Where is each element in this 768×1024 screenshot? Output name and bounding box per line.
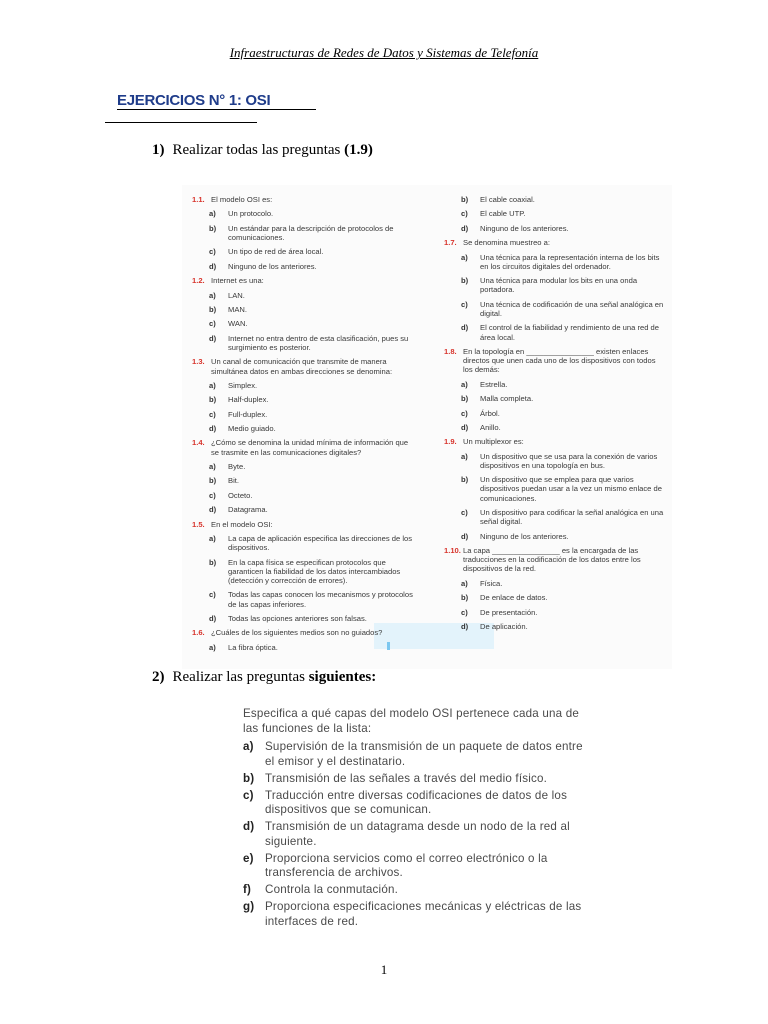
answer-option: [192, 305, 414, 314]
answer-option: [444, 593, 666, 602]
osi-function-text: Transmisión de las señales a través del medio físico.: [265, 771, 548, 785]
question-number: 1.3.: [192, 357, 205, 367]
answer-option: [192, 643, 414, 652]
osi-function-letter: a): [243, 740, 254, 753]
question-item: [192, 195, 414, 204]
question-item: [192, 628, 414, 637]
option-text: Simplex.: [228, 380, 258, 390]
answer-option: [444, 579, 666, 588]
answer-option: [444, 423, 666, 432]
answer-option: [444, 323, 666, 341]
scanned-questions-image: [182, 185, 672, 669]
answer-option: [192, 505, 414, 514]
answer-option: [192, 590, 414, 608]
answer-option: [192, 224, 414, 242]
option-letter: b): [209, 304, 217, 314]
answer-option: [444, 452, 666, 470]
scan-left-column: [192, 195, 414, 657]
option-text: Malla completa.: [480, 394, 534, 404]
option-letter: d): [209, 333, 217, 343]
option-text: La fibra óptica.: [228, 642, 278, 652]
option-letter: b): [461, 394, 469, 404]
question-number: 1.8.: [444, 346, 457, 356]
option-letter: d): [461, 622, 469, 632]
question-2-bold: siguientes:: [308, 669, 377, 685]
option-letter: c): [209, 590, 216, 600]
option-letter: d): [461, 223, 469, 233]
option-text: Ninguno de los anteriores.: [480, 531, 569, 541]
option-text: Medio guiado.: [228, 424, 276, 434]
question-number: 1.9.: [444, 437, 457, 447]
option-text: Todas las capas conocen los mecanismos y protocolos de las capas inferiores.: [228, 590, 413, 609]
answer-option: [192, 247, 414, 256]
question-number: 1.4.: [192, 438, 205, 448]
answer-option: [192, 491, 414, 500]
option-letter: a): [461, 451, 468, 461]
option-text: Octeto.: [228, 490, 253, 500]
option-letter: a): [209, 290, 216, 300]
option-letter: b): [209, 557, 217, 567]
option-letter: b): [461, 593, 469, 603]
title-underline: [105, 122, 257, 123]
question-2: [152, 669, 376, 686]
option-text: Ninguno de los anteriores.: [480, 223, 569, 233]
exercise-title: EJERCICIOS N° 1: OSI: [117, 92, 316, 110]
osi-function-item: [243, 852, 593, 881]
option-text: MAN.: [228, 304, 247, 314]
question-number: 1.10.: [444, 546, 461, 556]
answer-option: [192, 558, 414, 586]
scan-right-column: [444, 195, 666, 636]
option-letter: b): [209, 476, 217, 486]
option-letter: a): [461, 578, 468, 588]
option-letter: a): [209, 209, 216, 219]
option-letter: b): [209, 395, 217, 405]
option-text: El cable coaxial.: [480, 195, 535, 204]
answer-option: [192, 534, 414, 552]
osi-function-item: [243, 772, 593, 787]
osi-function-text: Proporciona servicios como el correo electrónico o la transferencia de archivos.: [265, 851, 548, 879]
osi-function-item: [243, 820, 593, 849]
option-text: El cable UTP.: [480, 209, 526, 219]
osi-functions-list: [243, 740, 593, 929]
option-text: Árbol.: [480, 408, 500, 418]
option-text: Internet no entra dentro de esta clasificación, pues su surgimiento es posterior.: [228, 333, 409, 352]
option-letter: b): [209, 223, 217, 233]
option-text: Estrella.: [480, 379, 508, 389]
answer-option: [444, 253, 666, 271]
option-letter: a): [209, 534, 216, 544]
option-text: El control de la fiabilidad y rendimiento de una red de área local.: [480, 323, 659, 342]
question-number: 1.7.: [444, 238, 457, 248]
option-letter: d): [209, 505, 217, 515]
answer-option: [192, 334, 414, 352]
answer-option: [192, 395, 414, 404]
option-text: Full-duplex.: [228, 409, 268, 419]
osi-function-item: [243, 740, 593, 769]
osi-function-letter: f): [243, 883, 252, 896]
option-text: Un dispositivo que se usa para la conexión de varios dispositivos en una topología en bus.: [480, 451, 658, 470]
question-text: ¿Cómo se denomina la unidad mínima de información que se trasmite en las comunicaciones digitales?: [211, 438, 409, 457]
option-text: Una técnica para modular los bits en una onda portadora.: [480, 276, 638, 295]
osi-function-text: Proporciona especificaciones mecánicas y eléctricas de las interfaces de red.: [265, 900, 582, 928]
question-1: [152, 142, 373, 159]
osi-function-letter: g): [243, 900, 255, 913]
option-text: Datagrama.: [228, 505, 268, 515]
answer-option: [444, 380, 666, 389]
option-text: Un estándar para la descripción de protocolos de comunicaciones.: [228, 223, 394, 242]
option-letter: c): [209, 409, 216, 419]
option-text: Una técnica de codificación de una señal analógica en digital.: [480, 299, 664, 318]
osi-function-item: [243, 789, 593, 818]
answer-option: [444, 508, 666, 526]
option-text: Byte.: [228, 462, 246, 472]
option-letter: b): [461, 195, 469, 204]
option-text: WAN.: [228, 319, 248, 329]
answer-option: [444, 608, 666, 617]
option-letter: c): [461, 299, 468, 309]
question-1-number: 1): [152, 142, 165, 158]
option-letter: c): [461, 607, 468, 617]
osi-function-letter: b): [243, 771, 255, 785]
question-number: 1.2.: [192, 276, 205, 286]
answer-option: [192, 381, 414, 390]
page-number: 1: [380, 962, 388, 977]
question-item: [192, 276, 414, 285]
question-text: La capa ________________ es la encargada de las traducciones en la codificación de los datos entre los dispositivos de la red.: [463, 546, 641, 574]
option-text: Todas las opciones anteriores son falsas.: [228, 614, 367, 623]
question-number: 1.1.: [192, 195, 205, 204]
option-text: Una técnica para la representación interna de los bits en los circuitos digitales del ordenador.: [480, 252, 660, 271]
answer-option: [444, 276, 666, 294]
option-text: Ninguno de los anteriores.: [228, 261, 317, 271]
option-letter: c): [209, 490, 216, 500]
option-letter: c): [461, 209, 468, 219]
option-letter: d): [209, 424, 217, 434]
question-text: En el modelo OSI:: [211, 519, 273, 529]
option-letter: c): [461, 408, 468, 418]
option-text: La capa de aplicación especifica las direcciones de los dispositivos.: [228, 534, 413, 553]
answer-option: [192, 476, 414, 485]
osi-function-letter: d): [243, 820, 255, 833]
option-letter: b): [461, 276, 469, 286]
question-text: Un multiplexor es:: [463, 437, 524, 447]
answer-option: [192, 262, 414, 271]
option-text: En la capa física se especifican protocolos que garanticen la fiabilidad de los datos intercambiados (detección y corrección de errores).: [228, 557, 401, 586]
option-letter: d): [461, 323, 469, 333]
option-text: Un protocolo.: [228, 209, 274, 219]
option-text: Anillo.: [480, 422, 501, 432]
answer-option: [444, 300, 666, 318]
answer-option: [192, 291, 414, 300]
question-1-text: Realizar todas las preguntas: [172, 142, 345, 158]
answer-option: [444, 622, 666, 631]
option-text: Un tipo de red de área local.: [228, 247, 324, 257]
option-text: Un dispositivo que se emplea para que varios dispositivos puedan usar a la vez un mismo enlace de comunicaciones.: [480, 475, 662, 503]
option-letter: a): [209, 380, 216, 390]
question-text: El modelo OSI es:: [211, 195, 273, 204]
option-text: De aplicación.: [480, 622, 528, 632]
answer-option: [192, 462, 414, 471]
answer-option: [192, 424, 414, 433]
question-2-text: Realizar las preguntas: [172, 669, 309, 685]
option-letter: d): [461, 531, 469, 541]
option-letter: d): [209, 261, 217, 271]
scanned-osi-functions-image: [243, 707, 593, 937]
question-item: [444, 546, 666, 574]
question-number: 1.6.: [192, 628, 205, 638]
question-item: [444, 347, 666, 375]
answer-option: [192, 614, 414, 623]
question-number: 1.5.: [192, 519, 205, 529]
option-text: De presentación.: [480, 607, 538, 617]
option-letter: c): [209, 319, 216, 329]
osi-function-text: Traducción entre diversas codificaciones de datos de los dispositivos que se comunican.: [265, 788, 568, 816]
answer-option: [444, 209, 666, 218]
option-letter: a): [209, 642, 216, 652]
answer-option: [444, 532, 666, 541]
question-item: [192, 357, 414, 375]
question-text: En la topología en ________________ existen enlaces directos que unen cada uno de los dispositivos con todos los demás:: [463, 346, 656, 375]
osi-function-text: Controla la conmutación.: [265, 883, 399, 896]
option-letter: a): [209, 462, 216, 472]
option-letter: d): [461, 422, 469, 432]
answer-option: [444, 224, 666, 233]
question-item: [444, 238, 666, 247]
osi-function-text: Transmisión de un datagrama desde un nodo de la red al siguiente.: [265, 820, 570, 848]
option-letter: d): [209, 614, 217, 623]
osi-function-text: Supervisión de la transmisión de un paquete de datos entre el emisor y el destinatario.: [265, 740, 583, 768]
question-2-number: 2): [152, 669, 165, 685]
question-text: Internet es una:: [211, 276, 264, 286]
option-text: De enlace de datos.: [480, 593, 548, 603]
answer-option: [192, 209, 414, 218]
option-letter: c): [209, 247, 216, 257]
question-text: ¿Cuáles de los siguientes medios son no guiados?: [211, 628, 383, 638]
option-text: LAN.: [228, 290, 245, 300]
option-letter: c): [461, 508, 468, 518]
osi-functions-intro: Especifica a qué capas del modelo OSI pertenece cada una de las funciones de la lista:: [243, 707, 579, 735]
osi-function-item: [243, 900, 593, 929]
option-text: Un dispositivo para codificar la señal analógica en una señal digital.: [480, 508, 664, 527]
option-letter: a): [461, 379, 468, 389]
option-text: Física.: [480, 578, 503, 588]
question-item: [192, 520, 414, 529]
question-text: Un canal de comunicación que transmite de manera simultánea datos en ambas direcciones se denomina:: [211, 357, 393, 376]
answer-option: [444, 409, 666, 418]
option-letter: b): [461, 475, 469, 485]
osi-function-letter: e): [243, 851, 254, 865]
answer-option: [192, 319, 414, 328]
answer-option: [444, 394, 666, 403]
page-header: Infraestructuras de Redes de Datos y Sistemas de Telefonía: [229, 45, 539, 60]
question-item: [444, 437, 666, 446]
answer-option: [444, 195, 666, 204]
question-1-bold: (1.9): [344, 142, 373, 158]
option-letter: a): [461, 252, 468, 262]
option-text: Half-duplex.: [228, 395, 269, 405]
option-text: Bit.: [228, 476, 239, 486]
question-item: [192, 438, 414, 456]
question-text: Se denomina muestreo a:: [463, 238, 550, 248]
osi-function-item: [243, 883, 593, 898]
answer-option: [192, 410, 414, 419]
answer-option: [444, 475, 666, 503]
osi-function-letter: c): [243, 788, 254, 802]
